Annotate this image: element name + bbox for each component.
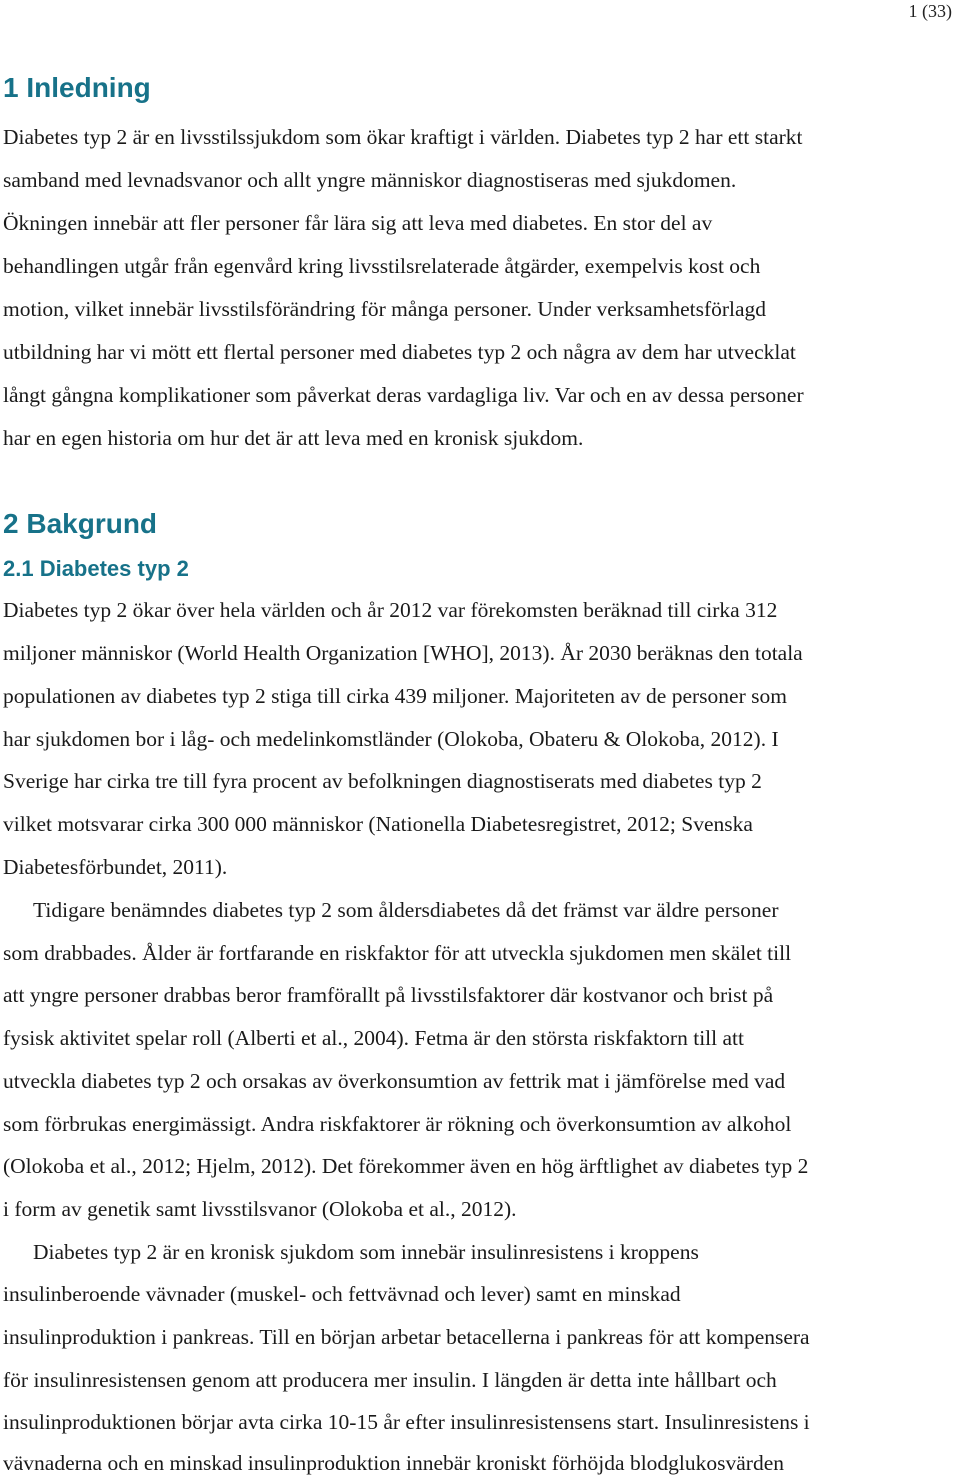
subsection-heading-diabetes-typ-2: 2.1 Diabetes typ 2 (3, 556, 189, 581)
body-line: insulinproduktion i pankreas. Till en början arbetar betacellerna i pankreas för att kompensera (3, 1325, 810, 1349)
body-line: har en egen historia om hur det är att leva med en kronisk sjukdom. (3, 426, 584, 450)
body-line: Ökningen innebär att fler personer får lära sig att leva med diabetes. En stor del av (3, 211, 713, 235)
body-line: (Olokoba et al., 2012; Hjelm, 2012). Det förekommer även en hög ärftlighet av diabetes typ 2 (3, 1154, 809, 1178)
body-line: Diabetes typ 2 är en kronisk sjukdom som innebär insulinresistens i kroppens (33, 1240, 699, 1264)
page-number: 1 (33) (908, 1, 952, 21)
section-heading-bakgrund: 2 Bakgrund (3, 508, 158, 539)
body-line: fysisk aktivitet spelar roll (Alberti et al., 2004). Fetma är den största riskfaktorn till att (3, 1026, 744, 1050)
body-line: utveckla diabetes typ 2 och orsakas av överkonsumtion av fettrik mat i jämförelse med vad (3, 1069, 786, 1093)
body-line: Diabetes typ 2 är en livsstilssjukdom som ökar kraftigt i världen. Diabetes typ 2 har ett starkt (3, 125, 803, 149)
body-line: Diabetes typ 2 ökar över hela världen och år 2012 var förekomsten beräknad till cirka 312 (3, 598, 778, 622)
body-line: för insulinresistensen genom att producera mer insulin. I längden är detta inte hållbart och (3, 1368, 777, 1392)
body-line: att yngre personer drabbas beror framförallt på livsstilsfaktorer där kostvanor och brist på (3, 983, 774, 1007)
body-line: långt gångna komplikationer som påverkat deras vardagliga liv. Var och en av dessa personer (3, 383, 804, 407)
body-line: insulinproduktionen börjar avta cirka 10-15 år efter insulinresistensens start. Insulinresistens i (3, 1410, 810, 1434)
body-line: i form av genetik samt livsstilsvanor (Olokoba et al., 2012). (3, 1197, 517, 1221)
body-line: Diabetesförbundet, 2011). (3, 855, 228, 879)
body-line: samband med levnadsvanor och allt yngre människor diagnostiseras med sjukdomen. (3, 168, 737, 192)
body-line: miljoner människor (World Health Organization [WHO], 2013). År 2030 beräknas den totala (3, 641, 803, 665)
body-line: populationen av diabetes typ 2 stiga till cirka 439 miljoner. Majoriteten av de personer som (3, 684, 787, 708)
body-line: vävnaderna och en minskad insulinproduktion innebär kroniskt förhöjda blodglukosvärden (3, 1451, 785, 1475)
body-line: motion, vilket innebär livsstilsförändring för många personer. Under verksamhetsförlagd (3, 297, 767, 321)
body-line: som drabbades. Ålder är fortfarande en riskfaktor för att utveckla sjukdomen men skälet till (3, 941, 792, 965)
body-line: Tidigare benämndes diabetes typ 2 som åldersdiabetes då det främst var äldre personer (33, 898, 779, 922)
body-line: behandlingen utgår från egenvård kring livsstilsrelaterade åtgärder, exempelvis kost och (3, 254, 761, 278)
body-line: Sverige har cirka tre till fyra procent av befolkningen diagnostiserats med diabetes typ 2 (3, 769, 762, 793)
body-line: utbildning har vi mött ett flertal personer med diabetes typ 2 och några av dem har utvecklat (3, 340, 796, 364)
body-line: har sjukdomen bor i låg- och medelinkomstländer (Olokoba, Obateru & Olokoba, 2012). I (3, 727, 779, 751)
body-line: som förbrukas energimässigt. Andra riskfaktorer är rökning och överkonsumtion av alkohol (3, 1112, 792, 1136)
section-heading-inledning: 1 Inledning (3, 72, 151, 103)
body-line: insulinberoende vävnader (muskel- och fettvävnad och lever) samt en minskad (3, 1282, 681, 1306)
body-line: vilket motsvarar cirka 300 000 människor (Nationella Diabetesregistret, 2012; Svenska (3, 812, 753, 836)
